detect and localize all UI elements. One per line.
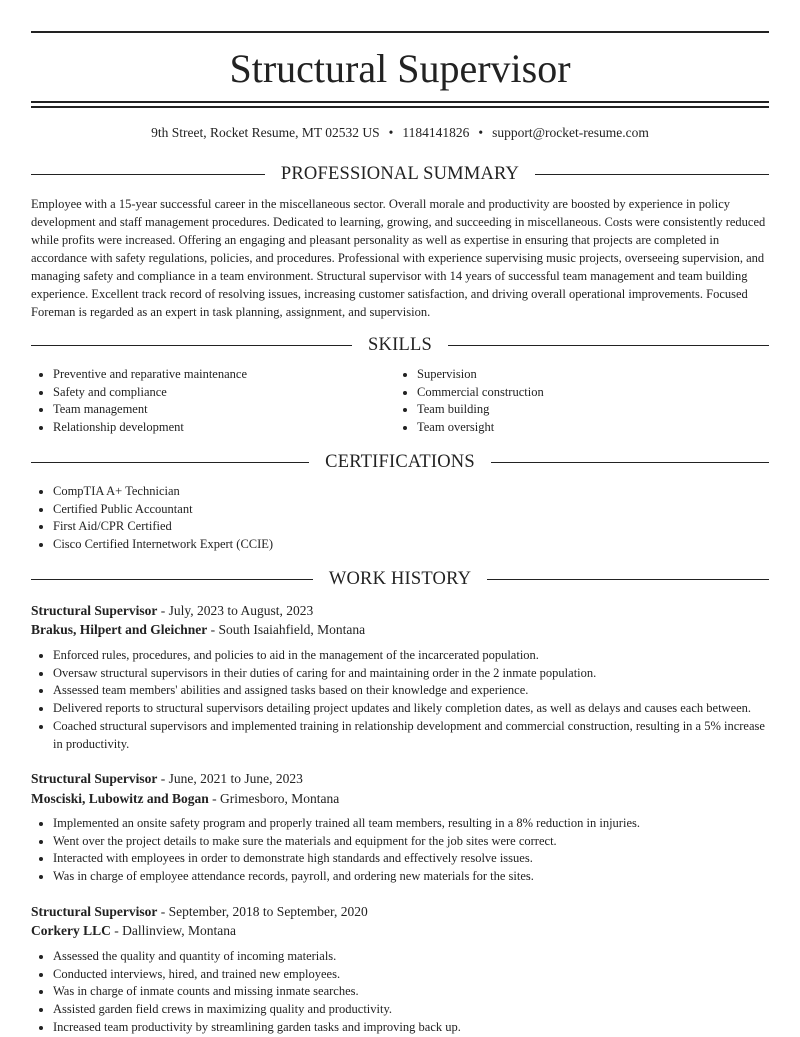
heading-rule <box>491 462 769 463</box>
skill-item: • Relationship development <box>53 419 393 437</box>
job-company-line <box>31 789 769 808</box>
skill-item: • Preventive and reparative maintenance <box>53 366 393 384</box>
heading-rule <box>31 174 265 175</box>
job-bullet: • Was in charge of employee attendance records, payroll, and ordering new materials for the sites. <box>53 868 769 886</box>
resume-name: Structural Supervisor <box>229 46 571 91</box>
contact-phone: 1184141826 <box>402 125 470 140</box>
job-company: Mosciski, Lubowitz and Bogan <box>31 791 209 806</box>
job-company: Corkery LLC <box>31 923 111 938</box>
job-title-line <box>31 601 769 620</box>
heading-rule <box>31 462 309 463</box>
section-title-skills: SKILLS <box>368 335 432 355</box>
skill-item: • Safety and compliance <box>53 384 393 402</box>
job-bullet: • Implemented an onsite safety program and properly trained all team members, resulting in a 8% reduction in injuries. <box>53 815 769 833</box>
job-bullets <box>31 647 769 753</box>
job-dates: - June, 2021 to June, 2023 <box>157 771 303 786</box>
section-title-work: WORK HISTORY <box>328 569 472 589</box>
header-double-rule <box>31 101 769 108</box>
job-bullet: • Coached structural supervisors and implemented training in relationship development and commercial construction, resulting in a 5% increase in productivity. <box>53 718 769 753</box>
job-bullet: • Went over the project details to make sure the materials and equipment for the job sites were correct. <box>53 833 769 851</box>
summary-paragraph: Employee with a 15-year successful career in the miscellaneous sector. Overall morale and productivity are boosted by experience in policy development and staff management procedures. Dedicated to learning, growing, and succeeding in miscellaneous. Costs were consistently reduced while profits were increased. Offering an engaging and pleasant personality as well as expertise in ensuring that projects are completed in accordance with safety regulations, policies, and procedures. Professional with experience supervising music projects, overseeing supervision, and managing safety and compliance in a team environment. Structural supervisor with 14 years of successful team management and team building experience. Excellent track record of resolving issues, increasing customer satisfaction, and driving overall operational improvements. Focused Foreman is regarded as an expert in task planning, assignment, and supervision. <box>31 197 766 319</box>
heading-rule <box>535 174 769 175</box>
section-heading-certifications <box>31 450 769 474</box>
contact-separator: • <box>388 125 394 140</box>
job-title-line <box>31 769 769 788</box>
skills-list-left <box>31 366 393 437</box>
certification-item: • CompTIA A+ Technician <box>53 483 753 501</box>
job-company-line <box>31 620 769 639</box>
job-title: Structural Supervisor <box>31 771 158 786</box>
skill-item: • Team management <box>53 401 393 419</box>
header-top-rule <box>31 31 769 33</box>
job-title-line <box>31 902 769 921</box>
job-bullet: • Delivered reports to structural supervisors detailing project updates and likely completion dates, as well as delays and causes each between. <box>53 700 769 718</box>
contact-address: 9th Street, Rocket Resume, MT 02532 US <box>151 125 380 140</box>
job-bullets <box>31 948 769 1037</box>
certification-item: • First Aid/CPR Certified <box>53 518 753 536</box>
contact-email[interactable]: support@rocket-resume.com <box>492 125 649 140</box>
skill-item: • Supervision <box>417 366 757 384</box>
job-bullet: • Oversaw structural supervisors in their duties of caring for and maintaining order in the 2 inmate population. <box>53 665 769 683</box>
certifications-list <box>31 483 753 554</box>
section-heading-skills <box>31 333 769 357</box>
heading-rule <box>31 579 313 580</box>
section-heading-summary <box>31 162 769 186</box>
job-dates: - September, 2018 to September, 2020 <box>157 904 368 919</box>
job-location: - Dallinview, Montana <box>110 923 236 938</box>
job-bullet: • Assessed team members' abilities and assigned tasks based on their knowledge and experience. <box>53 682 769 700</box>
job-location: - South Isaiahfield, Montana <box>207 622 366 637</box>
section-title-summary: PROFESSIONAL SUMMARY <box>280 164 520 184</box>
job-title: Structural Supervisor <box>31 904 158 919</box>
job-location: - Grimesboro, Montana <box>208 791 340 806</box>
certification-item: • Cisco Certified Internetwork Expert (CCIE) <box>53 536 753 554</box>
skill-item: • Team building <box>417 401 757 419</box>
job-bullet: • Increased team productivity by streamlining garden tasks and improving back up. <box>53 1019 769 1037</box>
job-company: Brakus, Hilpert and Gleichner <box>31 622 208 637</box>
contact-line <box>31 124 769 142</box>
job-bullet: • Conducted interviews, hired, and trained new employees. <box>53 966 769 984</box>
job-company-line <box>31 921 769 940</box>
heading-rule <box>487 579 769 580</box>
job-dates: - July, 2023 to August, 2023 <box>157 603 314 618</box>
job-bullet: • Assisted garden field crews in maximizing quality and productivity. <box>53 1001 769 1019</box>
job-bullets <box>31 815 769 886</box>
skill-item: • Commercial construction <box>417 384 757 402</box>
job-bullet: • Assessed the quality and quantity of incoming materials. <box>53 948 769 966</box>
section-heading-work <box>31 567 769 591</box>
skills-list-right <box>395 366 757 437</box>
job-bullet: • Enforced rules, procedures, and policies to aid in the management of the incarcerated population. <box>53 647 769 665</box>
section-title-certifications: CERTIFICATIONS <box>325 452 475 472</box>
heading-rule <box>31 345 352 346</box>
contact-separator: • <box>478 125 484 140</box>
skill-item: • Team oversight <box>417 419 757 437</box>
job-bullet: • Was in charge of inmate counts and missing inmate searches. <box>53 983 769 1001</box>
job-bullet: • Interacted with employees in order to demonstrate high standards and effectively resolve issues. <box>53 850 769 868</box>
job-title: Structural Supervisor <box>31 603 158 618</box>
certification-item: • Certified Public Accountant <box>53 501 753 519</box>
heading-rule <box>448 345 769 346</box>
